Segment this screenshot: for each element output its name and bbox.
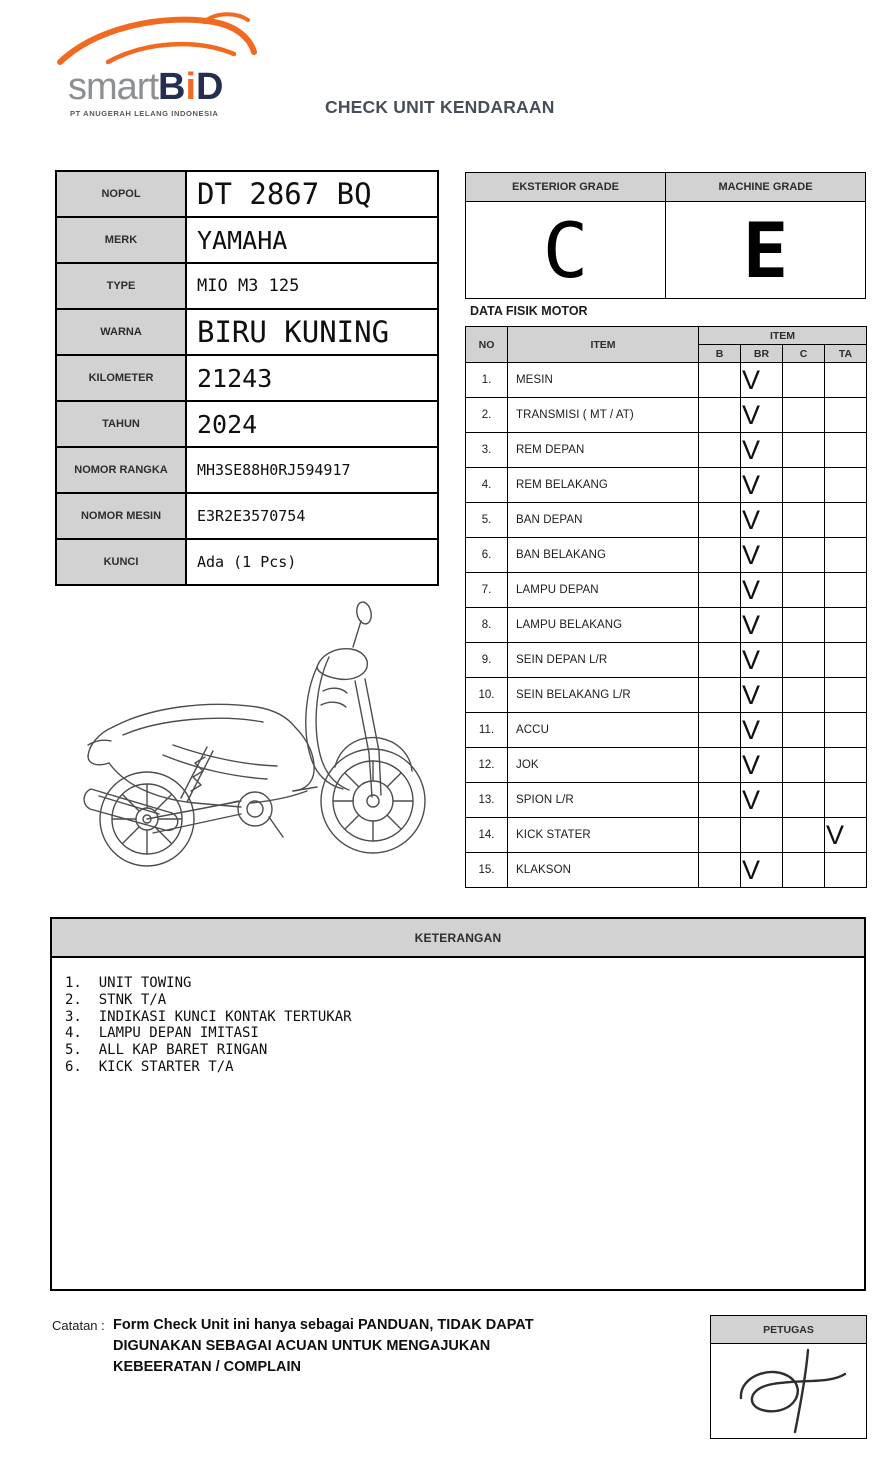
row-number: 11. bbox=[466, 713, 508, 748]
grade-table bbox=[465, 172, 866, 299]
check-cell-c bbox=[783, 748, 825, 783]
data-fisik-row bbox=[466, 468, 867, 503]
item-name: ACCU bbox=[508, 713, 699, 748]
vehicle-info-row bbox=[56, 217, 438, 263]
catatan-text bbox=[113, 1315, 534, 1378]
check-cell-ta bbox=[825, 678, 867, 713]
check-cell-c bbox=[783, 503, 825, 538]
check-cell-br bbox=[741, 818, 783, 853]
vehicle-info-table bbox=[55, 170, 439, 586]
vehicle-info-row bbox=[56, 493, 438, 539]
check-cell-br: V bbox=[741, 538, 783, 573]
check-cell-ta: V bbox=[825, 818, 867, 853]
logo-letter: smart bbox=[68, 66, 158, 108]
logo-letter: B bbox=[158, 66, 186, 108]
note-line: 2. STNK T/A bbox=[65, 991, 167, 1008]
check-cell-c bbox=[783, 818, 825, 853]
field-label: NOPOL bbox=[56, 171, 186, 217]
field-value: MIO M3 125 bbox=[186, 263, 438, 309]
check-cell-b bbox=[699, 608, 741, 643]
data-fisik-title: DATA FISIK MOTOR bbox=[470, 304, 588, 318]
check-cell-ta bbox=[825, 398, 867, 433]
catatan-line: Form Check Unit ini hanya sebagai PANDUAN, TIDAK DAPAT bbox=[113, 1317, 534, 1333]
note-line: 3. INDIKASI KUNCI KONTAK TERTUKAR bbox=[65, 1008, 352, 1025]
check-cell-ta bbox=[825, 608, 867, 643]
check-cell-br: V bbox=[741, 678, 783, 713]
check-cell-b bbox=[699, 783, 741, 818]
keterangan-notes bbox=[52, 958, 864, 1093]
exterior-grade-header: EKSTERIOR GRADE bbox=[466, 173, 666, 202]
check-cell-b bbox=[699, 818, 741, 853]
field-value: 2024 bbox=[186, 401, 438, 447]
row-number: 8. bbox=[466, 608, 508, 643]
col-header-ta: TA bbox=[825, 345, 867, 363]
check-cell-c bbox=[783, 468, 825, 503]
smartbid-logo bbox=[52, 10, 272, 118]
field-label: WARNA bbox=[56, 309, 186, 355]
data-fisik-row bbox=[466, 503, 867, 538]
check-cell-b bbox=[699, 853, 741, 888]
row-number: 3. bbox=[466, 433, 508, 468]
motorcycle-swoosh-icon bbox=[56, 10, 261, 72]
check-cell-br: V bbox=[741, 853, 783, 888]
data-fisik-row bbox=[466, 608, 867, 643]
item-name: LAMPU DEPAN bbox=[508, 573, 699, 608]
row-number: 6. bbox=[466, 538, 508, 573]
field-label: MERK bbox=[56, 217, 186, 263]
check-cell-br: V bbox=[741, 503, 783, 538]
field-label: NOMOR MESIN bbox=[56, 493, 186, 539]
field-value: Ada (1 Pcs) bbox=[186, 539, 438, 585]
check-cell-ta bbox=[825, 363, 867, 398]
check-cell-c bbox=[783, 573, 825, 608]
row-number: 7. bbox=[466, 573, 508, 608]
check-cell-br: V bbox=[741, 608, 783, 643]
check-cell-br: V bbox=[741, 398, 783, 433]
petugas-box bbox=[710, 1315, 867, 1439]
check-cell-br: V bbox=[741, 468, 783, 503]
petugas-title: PETUGAS bbox=[711, 1316, 866, 1344]
check-cell-c bbox=[783, 643, 825, 678]
logo-letter: i bbox=[185, 66, 197, 108]
data-fisik-row bbox=[466, 573, 867, 608]
field-value: 21243 bbox=[186, 355, 438, 401]
row-number: 10. bbox=[466, 678, 508, 713]
check-cell-c bbox=[783, 678, 825, 713]
check-cell-ta bbox=[825, 503, 867, 538]
data-fisik-row bbox=[466, 433, 867, 468]
data-fisik-row bbox=[466, 748, 867, 783]
row-number: 9. bbox=[466, 643, 508, 678]
signature-icon bbox=[711, 1344, 866, 1437]
check-cell-br: V bbox=[741, 573, 783, 608]
item-name: SPION L/R bbox=[508, 783, 699, 818]
check-cell-ta bbox=[825, 538, 867, 573]
data-fisik-body bbox=[466, 363, 867, 888]
catatan-label: Catatan : bbox=[52, 1318, 105, 1333]
check-cell-ta bbox=[825, 748, 867, 783]
check-cell-b bbox=[699, 748, 741, 783]
note-line: 4. LAMPU DEPAN IMITASI bbox=[65, 1025, 259, 1042]
check-cell-b bbox=[699, 363, 741, 398]
field-value: BIRU KUNING bbox=[186, 309, 438, 355]
note-line: 5. ALL KAP BARET RINGAN bbox=[65, 1042, 268, 1059]
data-fisik-row bbox=[466, 363, 867, 398]
col-header-br: BR bbox=[741, 345, 783, 363]
row-number: 4. bbox=[466, 468, 508, 503]
item-name: SEIN DEPAN L/R bbox=[508, 643, 699, 678]
check-cell-ta bbox=[825, 468, 867, 503]
check-cell-ta bbox=[825, 783, 867, 818]
signature-area bbox=[711, 1344, 866, 1437]
field-label: TYPE bbox=[56, 263, 186, 309]
data-fisik-row bbox=[466, 538, 867, 573]
field-value: MH3SE88H0RJ594917 bbox=[186, 447, 438, 493]
check-cell-ta bbox=[825, 853, 867, 888]
vehicle-info-row bbox=[56, 539, 438, 585]
check-cell-b bbox=[699, 538, 741, 573]
data-fisik-row bbox=[466, 678, 867, 713]
check-cell-ta bbox=[825, 713, 867, 748]
check-cell-c bbox=[783, 433, 825, 468]
col-header-b: B bbox=[699, 345, 741, 363]
machine-grade-value: E bbox=[666, 202, 866, 299]
item-name: KICK STATER bbox=[508, 818, 699, 853]
logo-letter: D bbox=[196, 66, 224, 108]
check-cell-c bbox=[783, 783, 825, 818]
note-line: 6. KICK STARTER T/A bbox=[65, 1058, 234, 1075]
keterangan-title: KETERANGAN bbox=[52, 919, 864, 958]
check-cell-c bbox=[783, 608, 825, 643]
item-name: SEIN BELAKANG L/R bbox=[508, 678, 699, 713]
check-cell-b bbox=[699, 643, 741, 678]
check-cell-br: V bbox=[741, 783, 783, 818]
data-fisik-row bbox=[466, 398, 867, 433]
logo-subtitle: PT ANUGERAH LELANG INDONESIA bbox=[70, 109, 219, 118]
col-header-no: NO bbox=[466, 327, 508, 363]
check-cell-br: V bbox=[741, 433, 783, 468]
vehicle-info-body bbox=[56, 171, 438, 585]
row-number: 14. bbox=[466, 818, 508, 853]
item-name: REM DEPAN bbox=[508, 433, 699, 468]
row-number: 2. bbox=[466, 398, 508, 433]
row-number: 15. bbox=[466, 853, 508, 888]
item-name: BAN BELAKANG bbox=[508, 538, 699, 573]
data-fisik-row bbox=[466, 783, 867, 818]
machine-grade-header: MACHINE GRADE bbox=[666, 173, 866, 202]
vehicle-info-row bbox=[56, 171, 438, 217]
catatan-line: KEBEERATAN / COMPLAIN bbox=[113, 1359, 301, 1375]
keterangan-section bbox=[50, 917, 866, 1291]
check-cell-b bbox=[699, 503, 741, 538]
data-fisik-row bbox=[466, 853, 867, 888]
check-cell-ta bbox=[825, 433, 867, 468]
data-fisik-row bbox=[466, 818, 867, 853]
exterior-grade-value: C bbox=[466, 202, 666, 299]
check-cell-c bbox=[783, 853, 825, 888]
field-label: KILOMETER bbox=[56, 355, 186, 401]
vehicle-info-row bbox=[56, 447, 438, 493]
item-name: KLAKSON bbox=[508, 853, 699, 888]
col-header-item: ITEM bbox=[508, 327, 699, 363]
item-name: MESIN bbox=[508, 363, 699, 398]
item-name: REM BELAKANG bbox=[508, 468, 699, 503]
row-number: 5. bbox=[466, 503, 508, 538]
check-cell-br: V bbox=[741, 363, 783, 398]
check-cell-ta bbox=[825, 643, 867, 678]
field-label: NOMOR RANGKA bbox=[56, 447, 186, 493]
vehicle-info-row bbox=[56, 355, 438, 401]
data-fisik-row bbox=[466, 713, 867, 748]
item-name: LAMPU BELAKANG bbox=[508, 608, 699, 643]
item-name: TRANSMISI ( MT / AT) bbox=[508, 398, 699, 433]
check-cell-b bbox=[699, 468, 741, 503]
vehicle-info-row bbox=[56, 401, 438, 447]
col-header-c: C bbox=[783, 345, 825, 363]
data-fisik-table bbox=[465, 326, 867, 888]
check-cell-c bbox=[783, 363, 825, 398]
check-cell-ta bbox=[825, 573, 867, 608]
motorcycle-illustration bbox=[55, 595, 440, 885]
item-name: BAN DEPAN bbox=[508, 503, 699, 538]
check-cell-br: V bbox=[741, 748, 783, 783]
check-cell-b bbox=[699, 398, 741, 433]
check-cell-b bbox=[699, 433, 741, 468]
page-title: CHECK UNIT KENDARAAN bbox=[325, 97, 555, 117]
row-number: 12. bbox=[466, 748, 508, 783]
check-cell-b bbox=[699, 678, 741, 713]
field-value: DT 2867 BQ bbox=[186, 171, 438, 217]
row-number: 1. bbox=[466, 363, 508, 398]
check-cell-c bbox=[783, 538, 825, 573]
check-cell-b bbox=[699, 713, 741, 748]
field-value: E3R2E3570754 bbox=[186, 493, 438, 539]
note-line: 1. UNIT TOWING bbox=[65, 975, 192, 991]
catatan-line: DIGUNAKAN SEBAGAI ACUAN UNTUK MENGAJUKAN bbox=[113, 1338, 491, 1354]
vehicle-info-row bbox=[56, 309, 438, 355]
check-cell-b bbox=[699, 573, 741, 608]
check-cell-br: V bbox=[741, 643, 783, 678]
field-label: KUNCI bbox=[56, 539, 186, 585]
row-number: 13. bbox=[466, 783, 508, 818]
field-value: YAMAHA bbox=[186, 217, 438, 263]
logo-wordmark bbox=[52, 68, 272, 106]
vehicle-info-row bbox=[56, 263, 438, 309]
data-fisik-row bbox=[466, 643, 867, 678]
check-cell-c bbox=[783, 713, 825, 748]
col-header-item-group: ITEM bbox=[699, 327, 867, 345]
check-cell-br: V bbox=[741, 713, 783, 748]
check-cell-c bbox=[783, 398, 825, 433]
item-name: JOK bbox=[508, 748, 699, 783]
field-label: TAHUN bbox=[56, 401, 186, 447]
